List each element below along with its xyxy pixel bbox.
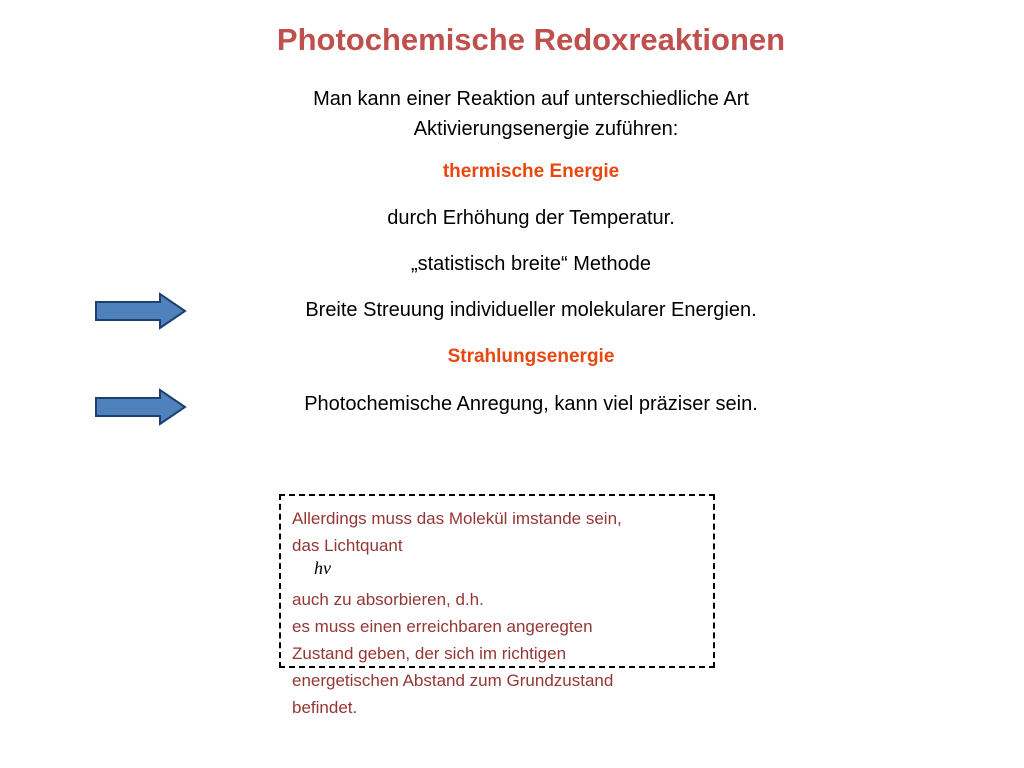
note-line-5: energetischen Abstand zum Grundzustand bbox=[292, 671, 614, 690]
intro-line-1: Man kann einer Reaktion auf unterschiedliche Art bbox=[313, 88, 749, 110]
intro-line-2: Aktivierungsenergie zuführen: bbox=[413, 118, 679, 140]
note-line-1: Allerdings muss das Molekül imstande sein, bbox=[292, 509, 622, 528]
note-line-6: befindet. bbox=[292, 698, 358, 717]
heading-thermal-energy: thermische Energie bbox=[442, 161, 620, 182]
photon-symbol: hν bbox=[314, 558, 331, 578]
note-line-2-post: auch zu absorbieren, d.h. bbox=[292, 590, 484, 609]
note-line-4: Zustand geben, der sich im richtigen bbox=[292, 644, 567, 663]
note-line-3: es muss einen erreichbaren angeregten bbox=[292, 617, 593, 636]
note-box bbox=[279, 494, 715, 717]
thermal-result: Breite Streuung individueller molekularer Energien. bbox=[305, 299, 757, 321]
note-line-2-pre: das Lichtquant bbox=[292, 536, 403, 555]
note-line-2 bbox=[292, 532, 703, 613]
thermal-line-2: „statistisch breite“ Methode bbox=[410, 253, 652, 275]
radiation-result: Photochemische Anregung, kann viel präziser sein. bbox=[304, 393, 758, 415]
slide-title: Photochemische Redoxreaktionen bbox=[276, 22, 786, 57]
heading-radiation-energy: Strahlungsenergie bbox=[447, 346, 615, 367]
thermal-line-1: durch Erhöhung der Temperatur. bbox=[387, 207, 675, 229]
intro-text bbox=[0, 84, 1024, 144]
